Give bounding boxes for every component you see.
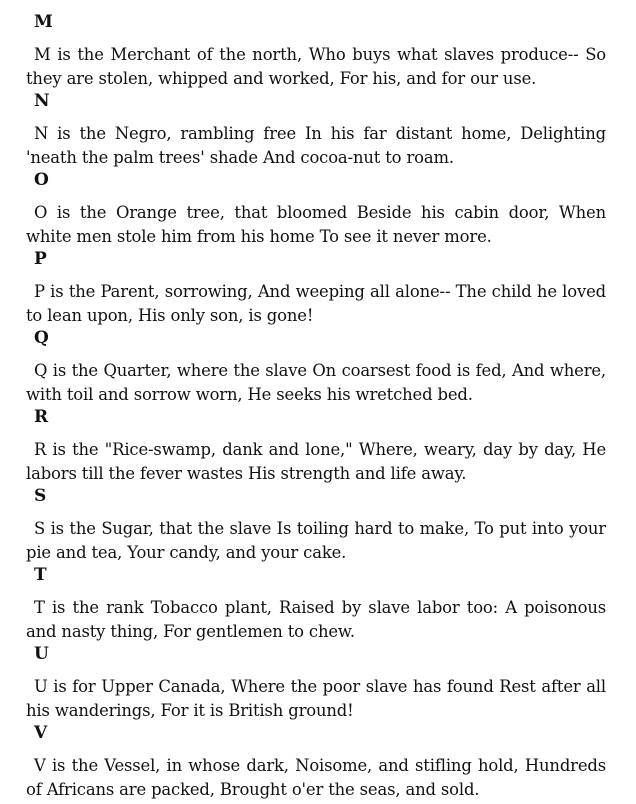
letter-heading: T bbox=[34, 565, 47, 585]
verse-text: P is the Parent, sorrowing, And weeping all alone-- The child he loved to lean upon, His only son, is gone! bbox=[26, 282, 606, 325]
verse-text: R is the "Rice-swamp, dank and lone," Where, weary, day by day, He labors till the fever wastes His strength and life away. bbox=[26, 440, 606, 483]
letter-heading: S bbox=[34, 486, 47, 506]
letter-heading: Q bbox=[34, 328, 49, 348]
verse-text: O is the Orange tree, that bloomed Beside his cabin door, When white men stole him from his home To see it never more. bbox=[26, 203, 606, 246]
verse-text: T is the rank Tobacco plant, Raised by slave labor too: A poisonous and nasty thing, For gentlemen to chew. bbox=[26, 598, 606, 641]
verse-text: V is the Vessel, in whose dark, Noisome, and stifling hold, Hundreds of Africans are packed, Brought o'er the seas, and sold. bbox=[26, 756, 606, 799]
letter-heading: P bbox=[34, 249, 47, 269]
letter-heading: M bbox=[34, 12, 53, 32]
verse-text: M is the Merchant of the north, Who buys what slaves produce-- So they are stolen, whipped and worked, For his, and for our use. bbox=[26, 45, 606, 88]
letter-heading: R bbox=[34, 407, 49, 427]
verse-text: Q is the Quarter, where the slave On coarsest food is fed, And where, with toil and sorrow worn, He seeks his wretched bed. bbox=[26, 361, 606, 404]
verse-text: N is the Negro, rambling free In his far distant home, Delighting 'neath the palm trees' shade And cocoa-nut to roam. bbox=[26, 124, 606, 167]
letter-heading: N bbox=[34, 91, 50, 111]
verse-text: U is for Upper Canada, Where the poor slave has found Rest after all his wanderings, For it is British ground! bbox=[26, 677, 606, 720]
verse-text: S is the Sugar, that the slave Is toiling hard to make, To put into your pie and tea, Your candy, and your cake. bbox=[26, 519, 606, 562]
letter-heading: U bbox=[34, 644, 49, 664]
letter-heading: V bbox=[34, 723, 48, 743]
letter-heading: O bbox=[34, 170, 49, 190]
